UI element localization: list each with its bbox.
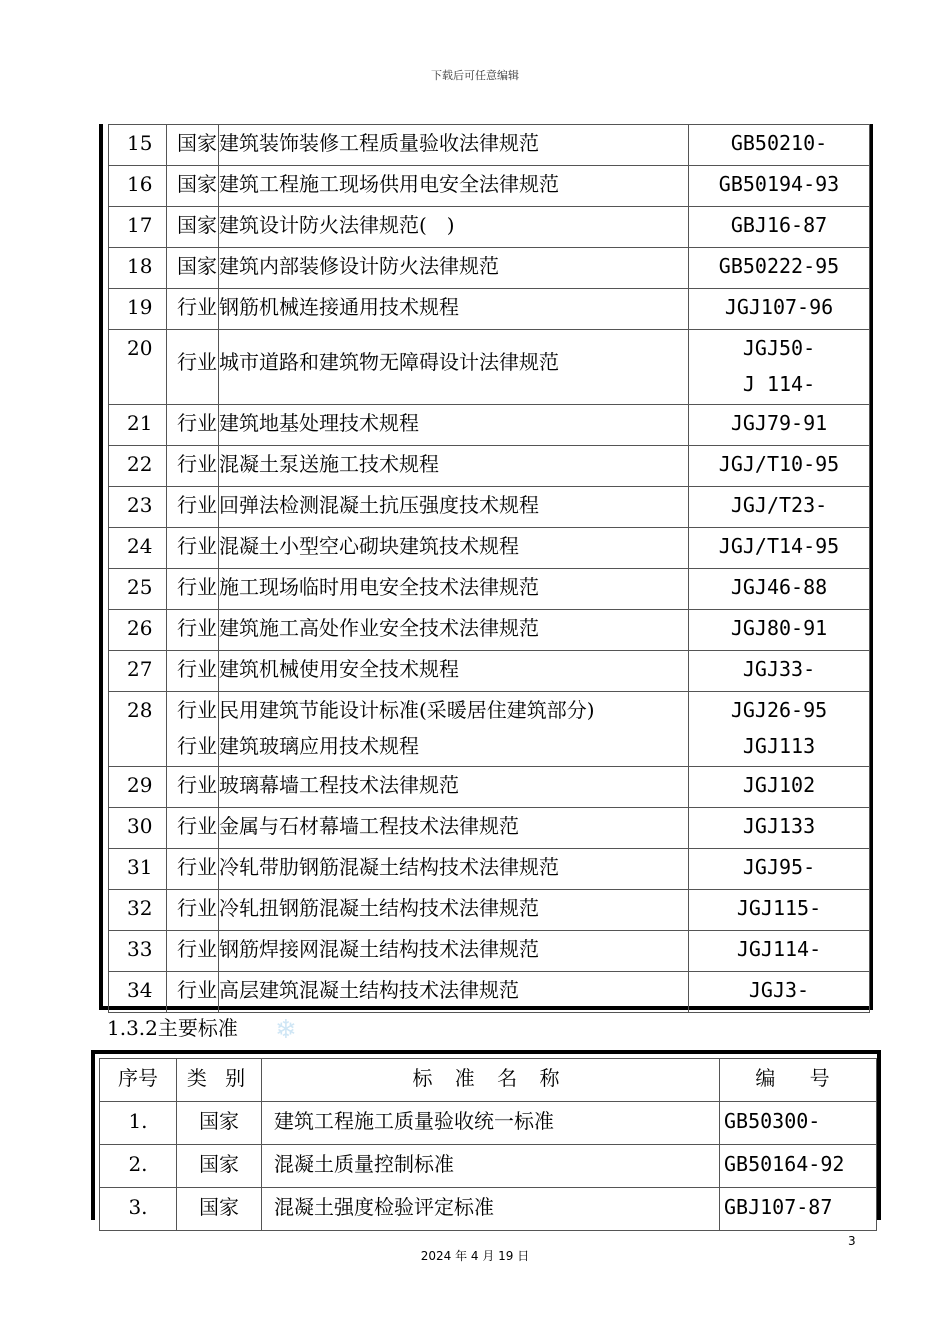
table-row bbox=[109, 767, 870, 808]
row-no: 20 bbox=[109, 330, 167, 405]
row-code: GB50194-93 bbox=[689, 166, 870, 207]
row-name: 玻璃幕墙工程技术法律规范 bbox=[219, 767, 689, 808]
row-category: 行业 bbox=[167, 849, 219, 890]
row-name: 建筑内部装修设计防火法律规范 bbox=[219, 248, 689, 289]
table-row bbox=[109, 487, 870, 528]
table-row bbox=[109, 330, 870, 405]
standards-table-1 bbox=[108, 124, 870, 1013]
row-category: 行业 bbox=[167, 890, 219, 931]
row-category: 行业 bbox=[167, 569, 219, 610]
row-name-line: 城市道路和建筑物无障碍设计法律规范 bbox=[219, 350, 559, 374]
row-code bbox=[689, 330, 870, 405]
table-row bbox=[109, 808, 870, 849]
row-code-line: JGJ113 bbox=[742, 734, 816, 758]
table-row bbox=[109, 890, 870, 931]
row-category-line: 行业 bbox=[177, 698, 217, 722]
page-header: 下载后可任意编辑 bbox=[431, 69, 519, 82]
row-no: 2. bbox=[100, 1145, 177, 1188]
row-category: 行业 bbox=[167, 610, 219, 651]
row-code-line: J 114- bbox=[742, 372, 816, 396]
table-row bbox=[109, 528, 870, 569]
table-row bbox=[100, 1145, 877, 1188]
table-row bbox=[109, 207, 870, 248]
row-code: JGJ107-96 bbox=[689, 289, 870, 330]
row-code: JGJ102 bbox=[689, 767, 870, 808]
table-row bbox=[109, 692, 870, 767]
row-code: JGJ3- bbox=[689, 972, 870, 1013]
row-code: GB50164-92 bbox=[720, 1145, 877, 1188]
row-no: 19 bbox=[109, 289, 167, 330]
row-code: JGJ133 bbox=[689, 808, 870, 849]
row-category: 国家 bbox=[167, 248, 219, 289]
row-category: 行业 bbox=[167, 487, 219, 528]
row-code: JGJ46-88 bbox=[689, 569, 870, 610]
main-standards-table bbox=[99, 1058, 877, 1231]
row-no: 24 bbox=[109, 528, 167, 569]
header-no: 序号 bbox=[100, 1059, 177, 1102]
row-code: GB50222-95 bbox=[689, 248, 870, 289]
row-no: 31 bbox=[109, 849, 167, 890]
row-code: JGJ114- bbox=[689, 931, 870, 972]
table-row bbox=[109, 849, 870, 890]
row-code: GB50300- bbox=[720, 1102, 877, 1145]
row-name: 建筑工程施工质量验收统一标准 bbox=[262, 1102, 720, 1145]
row-code: JGJ80-91 bbox=[689, 610, 870, 651]
row-category-line: 行业 bbox=[177, 350, 217, 374]
row-no: 26 bbox=[109, 610, 167, 651]
table-row bbox=[109, 931, 870, 972]
row-name: 金属与石材幕墙工程技术法律规范 bbox=[219, 808, 689, 849]
row-name: 建筑地基处理技术规程 bbox=[219, 405, 689, 446]
row-no: 29 bbox=[109, 767, 167, 808]
header-category: 类 别 bbox=[177, 1059, 262, 1102]
row-name: 混凝土强度检验评定标准 bbox=[262, 1188, 720, 1231]
row-name-line: 民用建筑节能设计标准(采暖居住建筑部分) bbox=[219, 698, 595, 722]
header-code: 编 号 bbox=[720, 1059, 877, 1102]
row-no: 15 bbox=[109, 125, 167, 166]
table-row bbox=[100, 1188, 877, 1231]
row-code: JGJ33- bbox=[689, 651, 870, 692]
row-category: 行业 bbox=[167, 528, 219, 569]
row-no: 27 bbox=[109, 651, 167, 692]
header-name: 标 准 名 称 bbox=[262, 1059, 720, 1102]
row-name bbox=[219, 330, 689, 405]
row-code: GBJ16-87 bbox=[689, 207, 870, 248]
row-name: 施工现场临时用电安全技术法律规范 bbox=[219, 569, 689, 610]
row-no: 17 bbox=[109, 207, 167, 248]
table-row bbox=[109, 972, 870, 1013]
row-category: 行业 bbox=[167, 289, 219, 330]
row-category bbox=[167, 692, 219, 767]
row-category: 行业 bbox=[167, 931, 219, 972]
row-name: 回弹法检测混凝土抗压强度技术规程 bbox=[219, 487, 689, 528]
row-name-line: 建筑玻璃应用技术规程 bbox=[219, 734, 419, 758]
row-no: 33 bbox=[109, 931, 167, 972]
row-code bbox=[689, 692, 870, 767]
row-code: GBJ107-87 bbox=[720, 1188, 877, 1231]
table-row bbox=[109, 289, 870, 330]
row-name: 建筑装饰装修工程质量验收法律规范 bbox=[219, 125, 689, 166]
row-no: 34 bbox=[109, 972, 167, 1013]
row-code: JGJ/T10-95 bbox=[689, 446, 870, 487]
row-no: 16 bbox=[109, 166, 167, 207]
table-row bbox=[109, 405, 870, 446]
table-header-row bbox=[100, 1059, 877, 1102]
row-code: JGJ79-91 bbox=[689, 405, 870, 446]
table-row bbox=[109, 248, 870, 289]
row-category: 国家 bbox=[167, 166, 219, 207]
row-no: 23 bbox=[109, 487, 167, 528]
main-standards-table-frame bbox=[91, 1050, 881, 1220]
row-category: 国家 bbox=[167, 207, 219, 248]
row-category: 行业 bbox=[167, 808, 219, 849]
row-code: GB50210- bbox=[689, 125, 870, 166]
row-code-line: JGJ26-95 bbox=[730, 698, 828, 722]
row-no: 25 bbox=[109, 569, 167, 610]
row-category: 行业 bbox=[167, 972, 219, 1013]
row-category: 行业 bbox=[167, 405, 219, 446]
row-no: 28 bbox=[109, 692, 167, 767]
table-row bbox=[109, 446, 870, 487]
row-category: 国家 bbox=[177, 1188, 262, 1231]
row-name: 建筑设计防火法律规范( ) bbox=[219, 207, 689, 248]
row-name: 混凝土质量控制标准 bbox=[262, 1145, 720, 1188]
row-name: 钢筋机械连接通用技术规程 bbox=[219, 289, 689, 330]
row-category bbox=[167, 330, 219, 405]
row-name: 冷轧扭钢筋混凝土结构技术法律规范 bbox=[219, 890, 689, 931]
row-no: 18 bbox=[109, 248, 167, 289]
standards-table-continued bbox=[99, 124, 873, 1010]
row-name: 混凝土小型空心砌块建筑技术规程 bbox=[219, 528, 689, 569]
row-name: 高层建筑混凝土结构技术法律规范 bbox=[219, 972, 689, 1013]
row-name bbox=[219, 692, 689, 767]
table-row bbox=[109, 166, 870, 207]
row-category: 行业 bbox=[167, 767, 219, 808]
table-row bbox=[109, 569, 870, 610]
row-category: 国家 bbox=[177, 1102, 262, 1145]
row-no: 1. bbox=[100, 1102, 177, 1145]
row-category: 行业 bbox=[167, 651, 219, 692]
row-name: 冷轧带肋钢筋混凝土结构技术法律规范 bbox=[219, 849, 689, 890]
row-name: 建筑机械使用安全技术规程 bbox=[219, 651, 689, 692]
section-title: 1.3.2主要标准 bbox=[107, 1016, 238, 1040]
row-no: 3. bbox=[100, 1188, 177, 1231]
row-category: 行业 bbox=[167, 446, 219, 487]
row-no: 30 bbox=[109, 808, 167, 849]
row-name: 混凝土泵送施工技术规程 bbox=[219, 446, 689, 487]
row-category: 国家 bbox=[177, 1145, 262, 1188]
row-code-line: JGJ50- bbox=[742, 336, 816, 360]
row-category: 国家 bbox=[167, 125, 219, 166]
table-row bbox=[109, 125, 870, 166]
row-category-line: 行业 bbox=[177, 734, 217, 758]
table-row bbox=[100, 1102, 877, 1145]
row-name: 建筑工程施工现场供用电安全法律规范 bbox=[219, 166, 689, 207]
table-row bbox=[109, 610, 870, 651]
row-code: JGJ/T14-95 bbox=[689, 528, 870, 569]
table-row bbox=[109, 651, 870, 692]
snowflake-watermark-icon: ❄ bbox=[275, 1015, 297, 1045]
row-no: 32 bbox=[109, 890, 167, 931]
row-code: JGJ95- bbox=[689, 849, 870, 890]
page-number: 3 bbox=[848, 1234, 856, 1248]
row-no: 22 bbox=[109, 446, 167, 487]
row-code: JGJ/T23- bbox=[689, 487, 870, 528]
row-code: JGJ115- bbox=[689, 890, 870, 931]
row-name: 建筑施工高处作业安全技术法律规范 bbox=[219, 610, 689, 651]
row-no: 21 bbox=[109, 405, 167, 446]
row-name: 钢筋焊接网混凝土结构技术法律规范 bbox=[219, 931, 689, 972]
footer-date: 2024 年 4 月 19 日 bbox=[420, 1249, 530, 1263]
